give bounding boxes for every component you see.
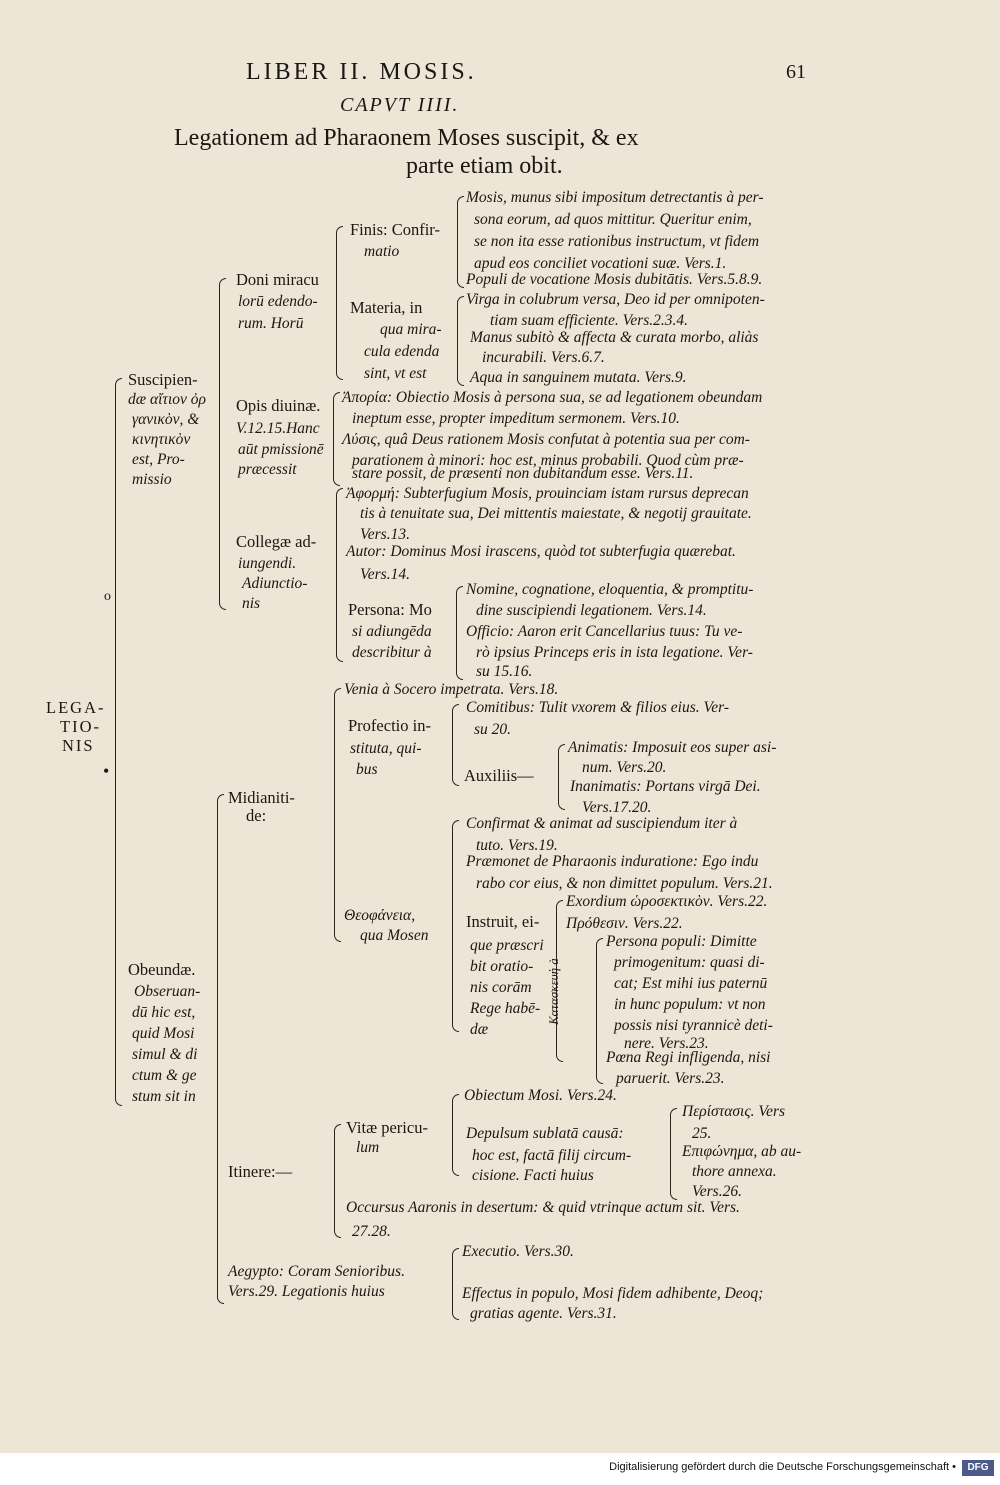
midianitide-label: Midianiti- [228,788,295,807]
kataskeue-item: Pœna Regi infligenda, nisi [606,1049,771,1066]
suscipiendae-label: γανικὸν, & [132,411,200,428]
obeundae-label: simul & di [132,1046,198,1063]
ornament-dot: • [103,761,110,781]
doni-label: Doni miracu [236,270,319,289]
suscipiendae-label: dæ αἴτιον ὀρ [128,391,206,408]
vitae-label: Vitæ pericu- [346,1118,428,1137]
digitization-footer [0,1453,1000,1485]
running-header: LIBER II. MOSIS. [246,59,477,85]
auxiliis-item: Vers.17.20. [582,799,652,816]
opis-item: parationem à minori: hoc est, minus probabili. Quod cùm præ- [352,452,744,469]
auxiliis-item: Inanimatis: Portans virgā Dei. [570,778,761,795]
collegae-item: Vers.14. [360,566,410,583]
obeundae-label: stum sit in [132,1088,196,1105]
aegypto-brace [452,1248,459,1320]
suscipiendae-label: κινητικὸν [132,431,191,448]
materia-label: cula edenda [364,343,440,360]
suscipiendae-label: est, Pro- [132,451,185,468]
depulsum-item: Depulsum sublatā causā: [466,1125,624,1142]
depulsum-brace [670,1108,677,1200]
kataskeue-item: nere. Vers.23. [624,1035,709,1052]
aegypto-item: Effectus in populo, Mosi fidem adhibente, Deoq; [462,1285,764,1302]
root-label: LEGA- [46,698,106,717]
root-label: NIS [62,736,95,755]
persona-item: su 15.16. [476,663,533,680]
opis-item: Ἀπορία: Obiectio Mosis à persona sua, se ad legationem obeundam [342,389,763,406]
materia-item: Aqua in sanguinem mutata. Vers.9. [470,369,687,386]
opis-brace [333,392,340,486]
collegae-label: iungendi. [238,555,297,572]
dfg-logo: DFG [962,1460,994,1476]
persona-item: rò ipsius Princeps eris in ista legatione. Ver- [476,644,753,661]
epiphonema-item: Vers.26. [692,1183,742,1200]
materia-label: qua mira- [380,321,442,338]
obeundae-label: dū hic est, [132,1004,196,1021]
depulsum-item: hoc est, factā filij circum- [472,1147,632,1164]
obeundae-label: quid Mosi [132,1025,195,1042]
collegae-item: Ἀφορμή: Subterfugium Mosis, prouinciam istam rursus deprecan [346,485,749,502]
instruit-label: dæ [470,1021,489,1038]
page-title: Legationem ad Pharaonem Moses suscipit, & ex [174,125,639,151]
aegypto-item: gratias agente. Vers.31. [470,1305,617,1322]
theophania-item: Præmonet de Pharaonis induratione: Ego indu [466,853,759,870]
suscipiendae-brace [219,278,226,610]
collegae-label: nis [242,595,261,612]
doni-label: rum. Horū [238,315,304,332]
theophania-label: qua Mosen [360,927,429,944]
persona-item: Nomine, cognatione, eloquentia, & promptitu- [466,581,754,598]
opis-label: aūt pmissionē [238,441,324,458]
theophania-item: tuto. Vers.19. [476,837,558,854]
aegypto-item: Executio. Vers.30. [462,1243,574,1260]
kataskeue-brace [596,938,603,1084]
venia-item: Venia à Socero impetrata. Vers.18. [344,681,559,698]
aegypto-label: Aegypto: Coram Senioribus. [228,1263,405,1280]
occursus-item: Occursus Aaronis in desertum: & quid vtrinque actum sit. Vers. [346,1199,740,1216]
collegae-brace [336,488,343,662]
page-number: 61 [786,61,806,83]
peristasis-item: Περίστασις. Vers [682,1103,786,1120]
kataskeue-item: in hunc populum: vt non [614,996,766,1013]
materia-item: tiam suam efficiente. Vers.2.3.4. [490,312,689,329]
obiectum-item: Obiectum Mosi. Vers.24. [464,1087,617,1104]
persona-brace [456,586,463,680]
materia-item: Virga in colubrum versa, Deo id per omnipoten- [466,291,765,308]
kataskeue-item: cat; Est mihi ius paternū [614,975,768,992]
instruit-label: nis corām [470,979,532,996]
materia-brace [457,296,464,386]
collegae-label: Adiunctio- [242,575,308,592]
itinere-label: Itinere:— [228,1162,293,1181]
obeundae-brace [217,794,224,1304]
finis-item: sona eorum, ad quos mittitur. Queritur enim, [474,211,752,228]
chapter-heading: CAPVT IIII. [340,94,460,116]
opis-item: Λύσις, quâ Deus rationem Mosis confutat à potentia sua per com- [342,431,750,448]
instruit-label: Rege habē- [470,1000,541,1017]
theophania-label: Θεοφάνεια, [344,907,416,924]
auxiliis-item: Animatis: Imposuit eos super asi- [568,739,777,756]
collegae-item: Vers.13. [360,526,410,543]
collegae-item: Autor: Dominus Mosi irascens, quòd tot subterfugia quærebat. [346,543,736,560]
materia-item: incurabili. Vers.6.7. [482,349,605,366]
midianitide-label: de: [246,806,267,825]
ornament-dot: o [104,589,111,604]
suscipiendae-label: Suscipien- [128,370,198,389]
comitibus-item: su 20. [474,721,512,738]
auxiliis-brace [558,744,565,810]
finis-label: Finis: Confir- [350,220,440,239]
suscipiendae-label: missio [132,471,172,488]
instruit-label: Instruit, ei- [466,912,540,931]
collegae-item: tis à tenuitate sua, Dei mittentis maiestate, & negotij grauitate. [360,505,752,522]
opis-label: præcessit [238,461,297,478]
depulsum-item: cisione. Facti huius [472,1167,594,1184]
finis-item: Populi de vocatione Mosis dubitātis. Vers.5.8.9. [466,271,763,288]
finis-item: se non ita esse rationibus instructum, vt fidem [474,233,760,250]
exordium-item: Exordium ὡροσεκτικὸν. Vers.22. [566,893,768,910]
occursus-item: 27.28. [352,1223,391,1240]
materia-item: Manus subitò & affecta & curata morbo, aliàs [470,329,759,346]
midianitide-brace [334,688,341,942]
propositio-item: Πρόθεσιν. Vers.22. [566,915,683,932]
kataskeue-item: primogenitum: quasi di- [614,954,765,971]
persona-label: Persona: Mo [348,600,432,619]
obeundae-label: ctum & ge [132,1067,197,1084]
obeundae-label: Obeundæ. [128,960,196,979]
profectio-label: stituta, qui- [350,740,422,757]
kataskeue-item: Persona populi: Dimitte [606,933,757,950]
finis-label: matio [364,243,400,260]
persona-label: si adiungēda [352,623,432,640]
materia-label: sint, vt est [364,365,427,382]
finis-item: apud eos conciliet vocationi suæ. Vers.1. [474,255,727,272]
opis-item: stare possit, de præsenti non dubitandum esse. Vers.11. [352,465,694,482]
itinere-brace [334,1124,341,1238]
profectio-label: bus [356,761,378,778]
instruit-label: bit oratio- [470,958,534,975]
theophania-brace [452,820,459,1032]
profectio-brace [452,704,459,786]
profectio-label: Profectio in- [348,716,431,735]
opis-label: V.12.15.Hanc [236,420,320,437]
obeundae-label: Obseruan- [134,983,201,1000]
materia-label: Materia, in [350,298,423,317]
vitae-label: lum [356,1139,380,1156]
persona-label: describitur à [352,644,432,661]
epiphonema-item: Επιφώνημα, ab au- [682,1143,802,1160]
finis-brace [457,196,464,288]
auxiliis-item: num. Vers.20. [582,759,667,776]
funding-note: Digitalisierung gefördert durch die Deutsche Forschungsgemeinschaft • [609,1461,956,1473]
instruit-label: que præscri [470,937,544,954]
persona-item: Officio: Aaron erit Cancellarius tuus: Tu ve- [466,623,743,640]
persona-item: dine suscipiendi legationem. Vers.14. [476,602,707,619]
theophania-item: rabo cor eius, & non dimittet populum. Vers.21. [476,875,773,892]
opis-label: Opis diuinæ. [236,396,321,415]
page-title-continued: parte etiam obit. [406,153,563,179]
opis-item: ineptum esse, propter impeditum sermonem. Vers.10. [352,410,680,427]
theophania-item: Confirmat & animat ad suscipiendum iter à [466,815,738,832]
vitae-brace [452,1094,459,1176]
kataskeue-label: Κατασκευὴ à [545,958,561,1025]
collegae-label: Collegæ ad- [236,532,317,551]
kataskeue-item: possis nisi tyrannicè deti- [614,1017,773,1034]
peristasis-item: 25. [692,1125,712,1142]
epiphonema-item: thore annexa. [692,1163,777,1180]
root-brace [115,378,122,1106]
doni-label: lorū edendo- [238,293,318,310]
auxiliis-label: Auxiliis— [464,766,534,785]
comitibus-item: Comitibus: Tulit vxorem & filios eius. Ver- [466,699,730,716]
doni-brace [336,226,343,380]
kataskeue-item: paruerit. Vers.23. [616,1070,725,1087]
aegypto-label: Vers.29. Legationis huius [228,1283,385,1300]
finis-item: Mosis, munus sibi impositum detrectantis à per- [466,189,764,206]
root-label: TIO- [60,717,101,736]
